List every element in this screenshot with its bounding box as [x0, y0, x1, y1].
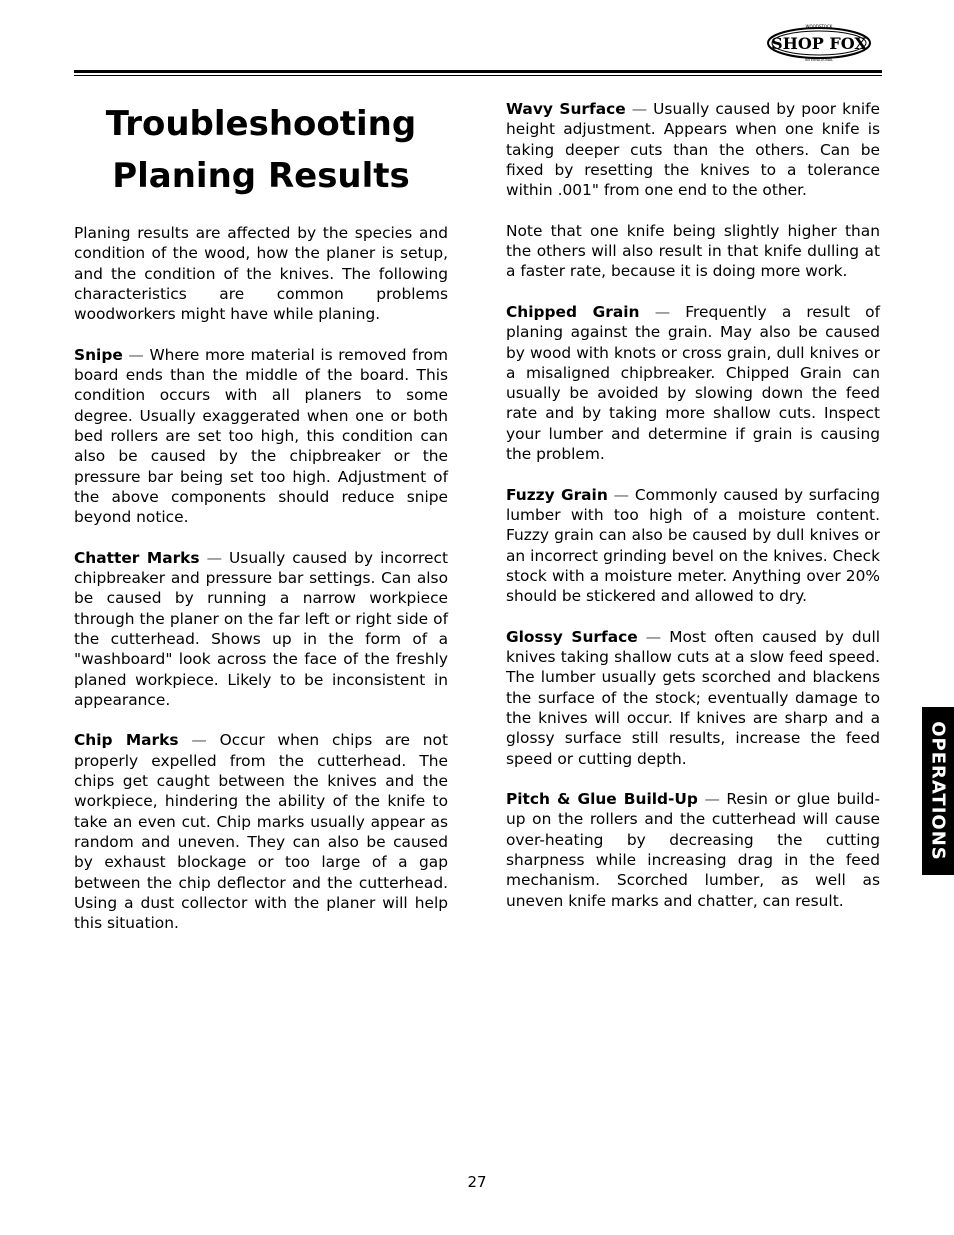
em-dash: — [199, 548, 230, 567]
chip-marks-paragraph [74, 730, 448, 933]
term-chatter-marks: Chatter Marks [74, 548, 200, 567]
term-pitch-glue-build-up: Pitch & Glue Build-Up [506, 790, 698, 809]
fuzzy-grain-paragraph [506, 485, 880, 607]
snipe-text: Where more material is removed from board ends than the middle of the board. This condition occurs with all planers to some degree. Usually exaggerated when one or both bed rollers are set too high, this condition can also be caused by the chipbreaker or the pressure bar being set too high. Adjustment of the above components should reduce snipe beyond notice. [74, 345, 448, 527]
page-number: 27 [467, 1173, 487, 1191]
header-rule-thin [74, 75, 882, 76]
em-dash: — [637, 627, 670, 646]
svg-text:SHOP FOX: SHOP FOX [771, 34, 867, 53]
header-rule [74, 70, 882, 73]
page-title [74, 98, 448, 202]
left-column [74, 223, 448, 954]
term-wavy-surface: Wavy Surface [506, 100, 626, 118]
term-snipe: Snipe [74, 345, 123, 364]
wavy-surface-paragraph [506, 99, 880, 200]
svg-text:WOODSTOCK: WOODSTOCK [805, 24, 833, 29]
em-dash: — [178, 731, 220, 750]
fuzzy-grain-text: Commonly caused by surfacing lumber with too high of a moisture content. Fuzzy grain can also be caused by dull knives or an incorrect grinding bevel on the knives. Check stock with a moisture meter. Anything over 20% should be stickered and allowed to dry. [506, 485, 880, 606]
shop-fox-logo [766, 22, 872, 62]
term-glossy-surface: Glossy Surface [506, 627, 638, 646]
term-fuzzy-grain: Fuzzy Grain [506, 485, 608, 504]
pitch-glue-paragraph [506, 789, 880, 911]
title-line-1: Troubleshooting [105, 104, 417, 144]
glossy-surface-text: Most often caused by dull knives taking shallow cuts at a slow feed speed. The lumber usually gets scorched and blackens the surface of the stock; eventually damage to the knives will occur. If knives are sharp and a glossy surface still results, increase the feed speed or cutting depth. [506, 627, 880, 768]
term-chip-marks: Chip Marks [74, 731, 179, 750]
section-tab-label: OPERATIONS [927, 721, 949, 861]
snipe-paragraph [74, 345, 448, 528]
em-dash: — [607, 485, 635, 504]
svg-text:INTERNATIONAL: INTERNATIONAL [804, 58, 834, 62]
chipped-grain-text: Frequently a result of planing against the grain. May also be caused by wood with knots or cross grain, dull knives or a misaligned chipbreaker. Chipped Grain can usually be avoided by slowing down the feed rate and by taking more shallow cuts. Inspect your lumber and determine if grain is causing the problem. [506, 302, 880, 464]
chipped-grain-paragraph [506, 302, 880, 464]
chatter-marks-text: Usually caused by incorrect chipbreaker and pressure bar settings. Can also be caused by running a narrow workpiece through the planer on the far left or right side of the cutterhead. Shows up in the form of a "washboard" look across the face of the freshly planed workpiece. Likely to be inconsistent in appearance. [74, 548, 448, 709]
chip-marks-text: Occur when chips are not properly expelled from the cutterhead. The chips get caught between the knives and the workpiece, hindering the ability of the knife to take an even cut. Chip marks usually appear as random and uneven. They can also be caused by exhaust blockage or too large of a gap between the chip deflector and the cutterhead. Using a dust collector with the planer will help this situation. [74, 731, 448, 933]
em-dash: — [697, 790, 727, 809]
pitch-glue-text: Resin or glue build-up on the rollers and the cutterhead will cause over-heating by decreasing the cutting sharpness while increasing drag in the feed mechanism. Scorched lumber, as well as uneven knife marks and chatter, can result. [506, 790, 880, 910]
note-paragraph: Note that one knife being slightly higher than the others will also result in that knife dulling at a faster rate, because it is doing more work. [506, 221, 880, 281]
intro-paragraph: Planing results are affected by the species and condition of the wood, how the planer is setup, and the condition of the knives. The following characteristics are common problems woodworkers might have while planing. [74, 224, 448, 324]
term-chipped-grain: Chipped Grain [506, 302, 640, 321]
glossy-surface-paragraph [506, 627, 880, 769]
wavy-surface-text: Usually caused by poor knife height adjustment. Appears when one knife is taking deeper cuts than the others. Can be fixed by resetting the knives to a tolerance within .001" from one end to the other. [506, 100, 880, 200]
chatter-marks-paragraph [74, 548, 448, 710]
em-dash: — [625, 100, 654, 118]
em-dash: — [122, 345, 150, 364]
title-line-2: Planing Results [112, 156, 410, 196]
section-tab-operations [922, 707, 954, 875]
right-column [506, 99, 880, 931]
em-dash: — [639, 302, 686, 321]
